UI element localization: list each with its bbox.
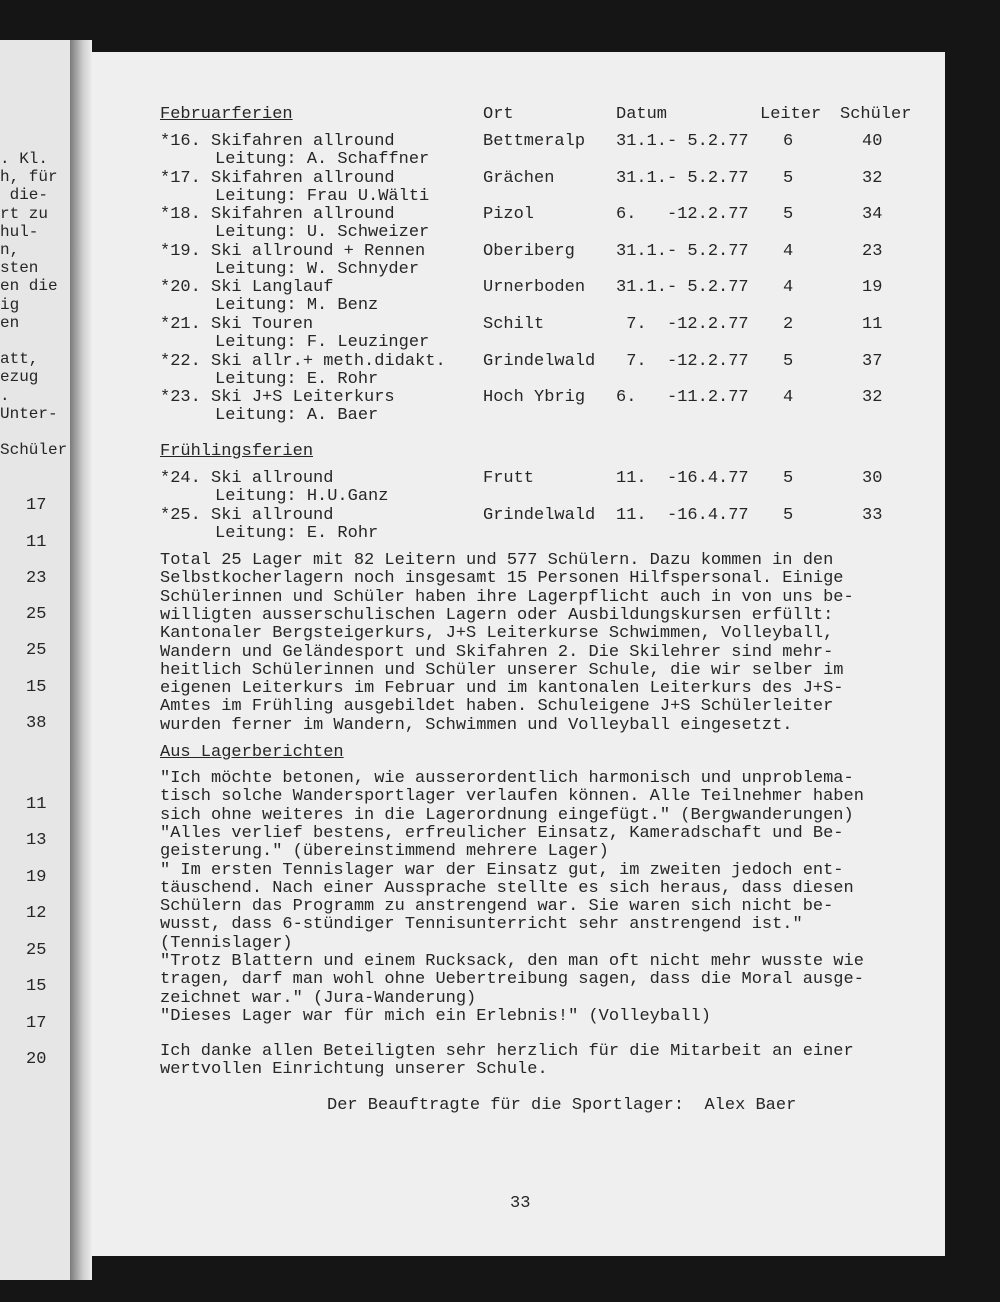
course-location: Bettmeralp bbox=[483, 132, 586, 151]
course-title: *20. Ski Langlauf bbox=[160, 278, 334, 298]
report-quote-line: Schülern das Programm zu anstrengend war. Sie waren sich nicht be- bbox=[160, 897, 834, 917]
student-count: 30 bbox=[862, 469, 883, 488]
page-number: 33 bbox=[510, 1194, 531, 1213]
left-page-fragment: Schüler bbox=[0, 441, 68, 460]
course-location: Grindelwald bbox=[483, 351, 596, 371]
left-page-number: 17 bbox=[26, 1014, 47, 1033]
course-leader: Leitung: E. Rohr bbox=[215, 523, 379, 543]
column-header-leiter: Leiter bbox=[760, 105, 822, 124]
course-dates: 11. -16.4.77 bbox=[616, 505, 749, 525]
left-page-number: 12 bbox=[26, 904, 47, 923]
left-page-fragment: ig bbox=[0, 295, 20, 314]
course-dates: 31.1.- 5.2.77 bbox=[616, 278, 749, 298]
course-title: *23. Ski J+S Leiterkurs bbox=[160, 388, 395, 408]
report-quote-line: "Trotz Blattern und einem Rucksack, den man oft nicht mehr wusste wie bbox=[160, 952, 864, 971]
total-paragraph-line: Total 25 Lager mit 82 Leitern und 577 Schülern. Dazu kommen in den bbox=[160, 551, 834, 570]
report-quote-line: zeichnet war." (Jura-Wanderung) bbox=[160, 988, 477, 1008]
course-leader: Leitung: F. Leuzinger bbox=[215, 333, 430, 352]
book-gutter bbox=[70, 40, 92, 1280]
course-location: Schilt bbox=[483, 315, 545, 334]
total-paragraph-line: willigten ausserschulischen Lagern oder Ausbildungskursen erfüllt: bbox=[160, 605, 834, 625]
left-page-number: 23 bbox=[26, 569, 47, 588]
signature-line: Der Beauftragte für die Sportlager: Alex Baer bbox=[327, 1096, 797, 1115]
course-leader: Leitung: A. Baer bbox=[215, 406, 379, 426]
left-page-number: 17 bbox=[26, 496, 47, 515]
left-page-fragment: hul- bbox=[0, 222, 39, 241]
course-title: *17. Skifahren allround bbox=[160, 168, 395, 188]
left-page-fragment: sten bbox=[0, 259, 39, 278]
leader-count: 4 bbox=[783, 278, 794, 298]
course-leader: Leitung: A. Schaffner bbox=[215, 150, 430, 169]
course-title: *19. Ski allround + Rennen bbox=[160, 241, 426, 261]
total-paragraph-line: heitlich Schülerinnen und Schüler unserer Schule, die wir selber im bbox=[160, 660, 844, 680]
section-heading-fruehlingsferien: Frühlingsferien bbox=[160, 442, 314, 461]
report-quote-line: "Ich möchte betonen, wie ausserordentlich harmonisch und unproblema- bbox=[160, 769, 854, 788]
course-leader: Leitung: U. Schweizer bbox=[215, 223, 430, 243]
left-page-number: 15 bbox=[26, 977, 47, 996]
course-dates: 31.1.- 5.2.77 bbox=[616, 168, 749, 188]
left-page-fragment: die- bbox=[0, 186, 49, 205]
left-page-fragment: rt zu bbox=[0, 204, 49, 223]
left-page-number: 25 bbox=[26, 941, 47, 960]
course-title: *21. Ski Touren bbox=[160, 315, 314, 334]
left-page-fragment: h, für bbox=[0, 168, 58, 187]
column-header-ort: Ort bbox=[483, 105, 514, 124]
report-quote-line: täuschend. Nach einer Aussprache stellte es sich heraus, dass diesen bbox=[160, 878, 854, 898]
leader-count: 2 bbox=[783, 315, 794, 334]
thanks-line: Ich danke allen Beteiligten sehr herzlich für die Mitarbeit an einer bbox=[160, 1042, 854, 1061]
report-quote-line: tisch solche Wandersportlager verlaufen können. Alle Teilnehmer haben bbox=[160, 787, 864, 807]
leader-count: 4 bbox=[783, 388, 794, 408]
report-quote-line: tragen, darf man wohl ohne Uebertreibung sagen, dass die Moral ausge- bbox=[160, 970, 864, 990]
course-dates: 7. -12.2.77 bbox=[616, 351, 749, 371]
leader-count: 5 bbox=[783, 205, 794, 225]
course-title: *16. Skifahren allround bbox=[160, 132, 395, 151]
course-leader: Leitung: Frau U.Wälti bbox=[215, 186, 430, 206]
report-quote-line: geisterung." (übereinstimmend mehrere Lager) bbox=[160, 842, 609, 862]
leader-count: 5 bbox=[783, 351, 794, 371]
left-page-fragment: en bbox=[0, 313, 20, 332]
course-location: Grächen bbox=[483, 168, 555, 188]
left-page-number: 20 bbox=[26, 1050, 47, 1069]
course-location: Urnerboden bbox=[483, 278, 586, 298]
course-dates: 11. -16.4.77 bbox=[616, 469, 749, 488]
report-quote-line: sich ohne weiteres in die Lagerordnung eingefügt." (Bergwanderungen) bbox=[160, 805, 854, 825]
report-quote-line: "Dieses Lager war für mich ein Erlebnis!" (Volleyball) bbox=[160, 1006, 711, 1026]
left-page-number: 15 bbox=[26, 678, 47, 697]
left-page-fragment: en die bbox=[0, 277, 58, 296]
student-count: 32 bbox=[862, 388, 883, 408]
leader-count: 6 bbox=[783, 132, 794, 151]
total-paragraph-line: Selbstkocherlagern noch insgesamt 15 Personen Hilfspersonal. Einige bbox=[160, 569, 844, 589]
leader-count: 4 bbox=[783, 241, 794, 261]
leader-count: 5 bbox=[783, 168, 794, 188]
section-heading-februarferien: Februarferien bbox=[160, 105, 293, 124]
course-leader: Leitung: M. Benz bbox=[215, 296, 379, 316]
left-page-number: 19 bbox=[26, 868, 47, 887]
course-dates: 31.1.- 5.2.77 bbox=[616, 132, 749, 151]
course-title: *18. Skifahren allround bbox=[160, 205, 395, 225]
report-quote-line: " Im ersten Tennislager war der Einsatz gut, im zweiten jedoch ent- bbox=[160, 860, 844, 880]
column-header-datum: Datum bbox=[616, 105, 668, 124]
report-quote-line: "Alles verlief bestens, erfreulicher Einsatz, Kameradschaft und Be- bbox=[160, 823, 844, 843]
left-page-fragment: . Kl. bbox=[0, 150, 49, 168]
course-dates: 6. -11.2.77 bbox=[616, 388, 749, 408]
left-page-number: 25 bbox=[26, 605, 47, 624]
left-page-number: 38 bbox=[26, 714, 47, 733]
student-count: 33 bbox=[862, 505, 883, 525]
report-quote-line: wusst, dass 6-stündiger Tennisunterricht sehr anstrengend ist." bbox=[160, 915, 803, 935]
course-leader: Leitung: W. Schnyder bbox=[215, 259, 420, 279]
course-location: Pizol bbox=[483, 205, 535, 225]
left-page-number: 11 bbox=[26, 533, 47, 552]
student-count: 23 bbox=[862, 241, 883, 261]
total-paragraph-line: Amtes im Frühling ausgebildet haben. Schuleigene J+S Schülerleiter bbox=[160, 697, 834, 717]
student-count: 32 bbox=[862, 168, 883, 188]
total-paragraph-line: eigenen Leiterkurs im Februar und im kantonalen Leiterkurs des J+S- bbox=[160, 679, 844, 699]
course-leader: Leitung: H.U.Ganz bbox=[215, 487, 389, 506]
left-page-fragment: ezug bbox=[0, 368, 39, 387]
left-page-number: 13 bbox=[26, 831, 47, 850]
course-location: Hoch Ybrig bbox=[483, 388, 586, 408]
total-paragraph-line: Wandern und Geländesport und Skifahren 2. Die Skilehrer sind mehr- bbox=[160, 642, 834, 662]
course-title: *25. Ski allround bbox=[160, 505, 334, 525]
course-dates: 6. -12.2.77 bbox=[616, 205, 749, 225]
left-page-fragment: n, bbox=[0, 241, 20, 259]
student-count: 11 bbox=[862, 315, 883, 334]
left-page-number: 25 bbox=[26, 641, 47, 660]
column-header-schueler: Schüler bbox=[840, 105, 912, 124]
leader-count: 5 bbox=[783, 469, 794, 488]
course-title: *24. Ski allround bbox=[160, 469, 334, 488]
course-dates: 7. -12.2.77 bbox=[616, 315, 749, 334]
reports-heading: Aus Lagerberichten bbox=[160, 743, 344, 762]
left-page-number: 11 bbox=[26, 795, 47, 814]
student-count: 40 bbox=[862, 132, 883, 151]
course-location: Frutt bbox=[483, 469, 535, 488]
course-dates: 31.1.- 5.2.77 bbox=[616, 241, 749, 261]
thanks-line: wertvollen Einrichtung unserer Schule. bbox=[160, 1060, 548, 1080]
course-title: *22. Ski allr.+ meth.didakt. bbox=[160, 351, 446, 371]
leader-count: 5 bbox=[783, 505, 794, 525]
course-location: Grindelwald bbox=[483, 505, 596, 525]
left-page-fragment: . bbox=[0, 386, 10, 405]
left-page-fragment: Unter- bbox=[0, 404, 58, 423]
total-paragraph-line: wurden ferner im Wandern, Schwimmen und Volleyball eingesetzt. bbox=[160, 715, 793, 735]
total-paragraph-line: Schülerinnen und Schüler haben ihre Lagerpflicht auch in von uns be- bbox=[160, 587, 854, 607]
report-quote-line: (Tennislager) bbox=[160, 933, 293, 953]
left-page bbox=[0, 40, 70, 1280]
student-count: 37 bbox=[862, 351, 883, 371]
total-paragraph-line: Kantonaler Bergsteigerkurs, J+S Leiterkurse Schwimmen, Volleyball, bbox=[160, 624, 834, 644]
left-page-fragment: att, bbox=[0, 350, 39, 369]
student-count: 34 bbox=[862, 205, 883, 225]
course-location: Oberiberg bbox=[483, 241, 575, 261]
course-leader: Leitung: E. Rohr bbox=[215, 369, 379, 389]
student-count: 19 bbox=[862, 278, 883, 298]
